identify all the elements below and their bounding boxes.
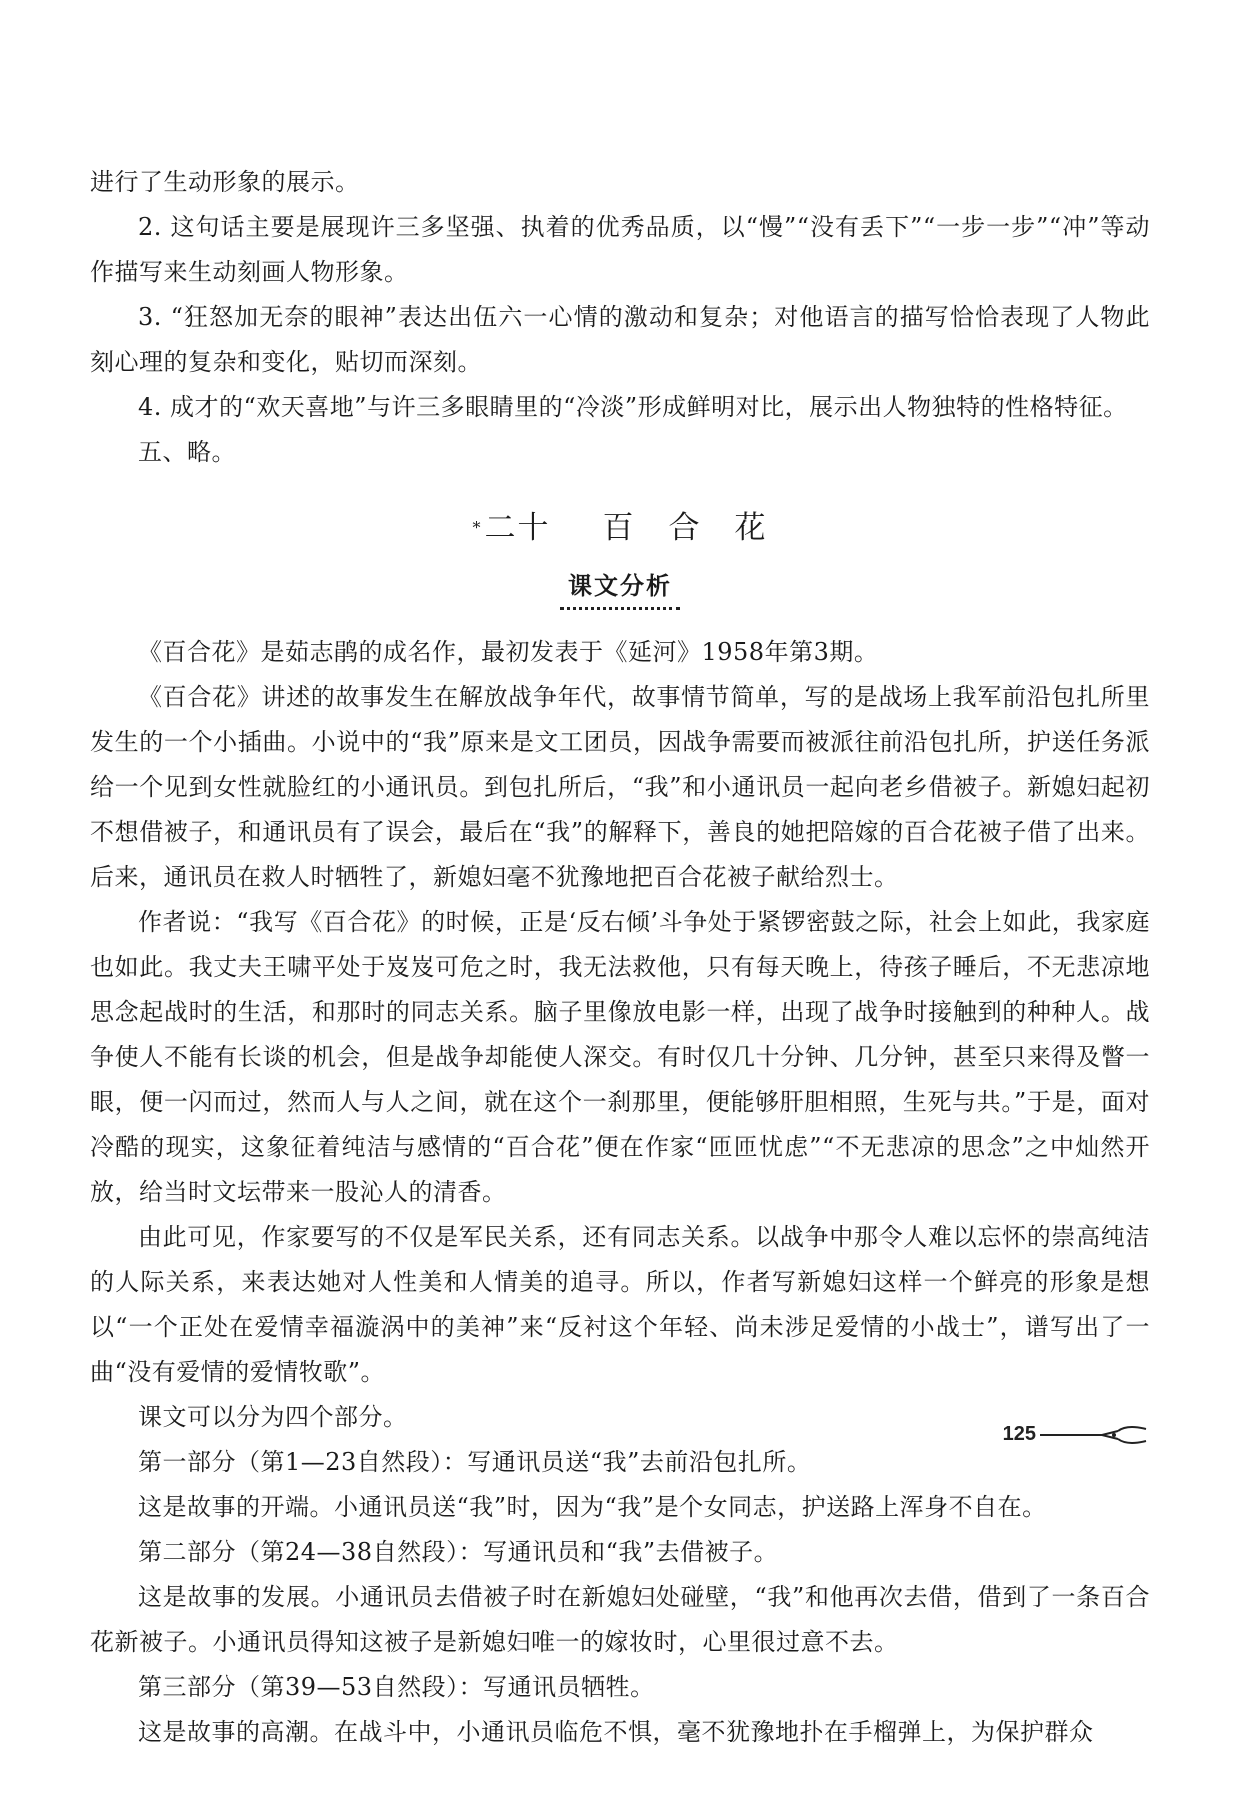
answer-2: 2. 这句话主要是展现许三多坚强、执着的优秀品质，以“慢”“没有丢下”“一步一步”“冲”等动作描写来生动刻画人物形象。 (90, 213, 1150, 286)
answer-5: 五、略。 (138, 438, 236, 466)
section-heading-text: 课文分析 (560, 567, 680, 610)
paragraph: 《百合花》是茹志鹃的成名作，最初发表于《延河》1958年第3期。 (138, 638, 879, 666)
part-heading: 第三部分（第39—53自然段）：写通讯员牺牲。 (138, 1673, 655, 1701)
answer-3: 3. “狂怒加无奈的眼神”表达出伍六一心情的激动和复杂；对他语言的描写恰恰表现了人物此刻心理的复杂和变化，贴切而深刻。 (90, 303, 1150, 376)
paragraph: 这是故事的开端。小通讯员送“我”时，因为“我”是个女同志，护送路上浑身不自在。 (138, 1493, 1047, 1521)
paragraph: 《百合花》讲述的故事发生在解放战争年代，故事情节简单，写的是战场上我军前沿包扎所里发生的一个小插曲。小说中的“我”原来是文工团员，因战争需要而被派往前沿包扎所，护送任务派给一个见到女性就脸红的小通讯员。到包扎所后，“我”和小通讯员一起向老乡借被子。新媳妇起初不想借被子，和通讯员有了误会，最后在“我”的解释下，善良的她把陪嫁的百合花被子借了出来。后来，通讯员在救人时牺牲了，新媳妇毫不犹豫地把百合花被子献给烈士。 (90, 683, 1150, 891)
paragraph: 这是故事的发展。小通讯员去借被子时在新媳妇处碰壁，“我”和他再次去借，借到了一条百合花新被子。小通讯员得知这被子是新媳妇唯一的嫁妆时，心里很过意不去。 (90, 1583, 1150, 1656)
part-heading: 第二部分（第24—38自然段）：写通讯员和“我”去借被子。 (138, 1538, 779, 1566)
page-number: 125 (1002, 1423, 1036, 1445)
scissors-icon (1040, 1425, 1150, 1445)
paragraph: 作者说：“我写《百合花》的时候，正是‘反右倾’斗争处于紧锣密鼓之际，社会上如此，我家庭也如此。我丈夫王啸平处于岌岌可危之时，我无法救他，只有每天晚上，待孩子睡后，不无悲凉地思念起战时的生活，和那时的同志关系。脑子里像放电影一样，出现了战争时接触到的种种人。战争使人不能有长谈的机会，但是战争却能使人深交。有时仅几十分钟、几分钟，甚至只来得及瞥一眼，便一闪而过，然而人与人之间，就在这个一刹那里，便能够肝胆相照，生死与共。”于是，面对冷酷的现实，这象征着纯洁与感情的“百合花”便在作家“匝匝忧虑”“不无悲凉的思念”之中灿然开放，给当时文坛带来一股沁人的清香。 (90, 908, 1150, 1206)
lesson-name: 百 合 花 (602, 510, 768, 546)
section-heading (90, 567, 1150, 610)
optional-lesson-marker: * (472, 518, 483, 537)
part-heading: 第一部分（第1—23自然段）：写通讯员送“我”去前沿包扎所。 (138, 1448, 812, 1476)
page-content (90, 160, 1150, 1755)
answer-4: 4. 成才的“欢天喜地”与许三多眼睛里的“冷淡”形成鲜明对比，展示出人物独特的性格特征。 (138, 393, 1128, 421)
paragraph-continuation: 进行了生动形象的展示。 (90, 168, 360, 196)
paragraph: 这是故事的高潮。在战斗中，小通讯员临危不惧，毫不犹豫地扑在手榴弹上，为保护群众 (138, 1718, 1094, 1746)
page-footer (1003, 1423, 1150, 1446)
paragraph: 由此可见，作家要写的不仅是军民关系，还有同志关系。以战争中那令人难以忘怀的崇高纯洁的人际关系，来表达她对人性美和人情美的追寻。所以，作者写新媳妇这样一个鲜亮的形象是想以“一个正处在爱情幸福漩涡中的美神”来“反衬这个年轻、尚未涉足爱情的小战士”，谱写出了一曲“没有爱情的爱情牧歌”。 (90, 1223, 1150, 1386)
lesson-number: 二十 (484, 510, 551, 546)
paragraph: 课文可以分为四个部分。 (138, 1403, 408, 1431)
lesson-title (90, 503, 1150, 553)
